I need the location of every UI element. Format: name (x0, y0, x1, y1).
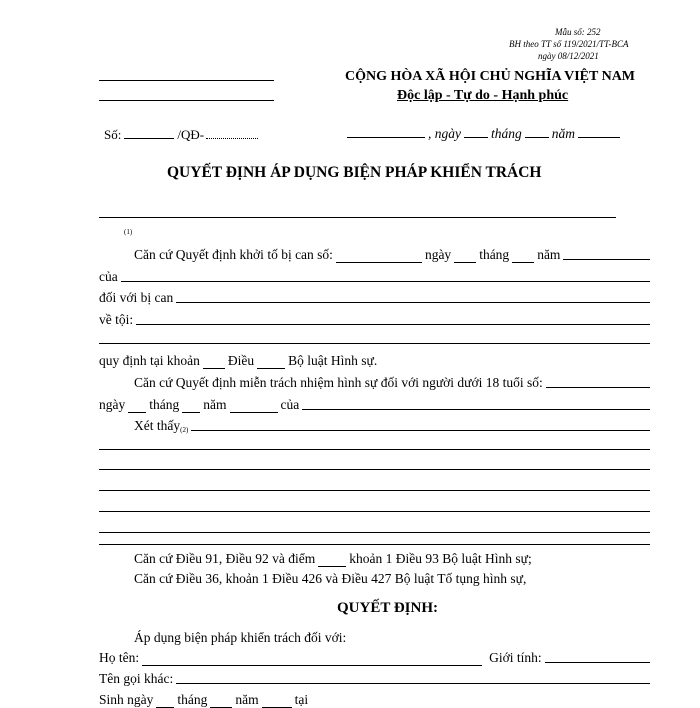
clause-blank[interactable] (203, 368, 225, 369)
cua-row: của (99, 269, 650, 285)
year-blank[interactable] (578, 137, 620, 138)
agency-line-1 (99, 80, 274, 81)
month-blank[interactable] (525, 137, 549, 138)
form-basis: BH theo TT số 119/2021/TT-BCA (509, 39, 629, 49)
reference-number: Số: /QĐ- (104, 127, 260, 143)
other-name-row: Tên gọi khác: (99, 671, 650, 687)
cua-blank[interactable] (121, 281, 650, 282)
findings-line-3[interactable] (99, 469, 650, 470)
findings-line-2[interactable] (99, 449, 650, 450)
prosecution-number-blank[interactable] (336, 262, 422, 263)
article-blank[interactable] (257, 368, 285, 369)
place-blank[interactable] (347, 137, 425, 138)
issue-date: , ngày tháng năm (347, 126, 623, 142)
title-underline-field[interactable] (99, 217, 616, 218)
basis-procedure-code: Căn cứ Điều 36, khoản 1 Điều 426 và Điều 427 Bộ luật Tố tụng hình sự, (134, 571, 527, 586)
basis-exemption-row: Căn cứ Quyết định miễn trách nhiệm hình sự đối với người dưới 18 tuổi số: (134, 375, 650, 391)
crime-row: về tội: (99, 312, 650, 328)
decision-heading: QUYẾT ĐỊNH: (337, 600, 438, 616)
exemption-day-blank[interactable] (128, 412, 146, 413)
exemption-issuer-blank[interactable] (302, 409, 650, 410)
full-name-row: Họ tên: Giới tính: (99, 650, 650, 666)
apply-reprimand: Áp dụng biện pháp khiển trách đối với: (134, 630, 347, 645)
prosecution-day-blank[interactable] (454, 262, 476, 263)
document-title: QUYẾT ĐỊNH ÁP DỤNG BIỆN PHÁP KHIỂN TRÁCH (167, 164, 542, 181)
basis-prosecution-row: Căn cứ Quyết định khởi tố bị can số: ngày tháng năm (134, 247, 650, 263)
findings-line-6[interactable] (99, 532, 650, 533)
birth-row: Sinh ngày tháng năm tại (99, 692, 309, 707)
findings-row: Xét thấy $_{(2)}$ (134, 418, 650, 434)
full-name-blank[interactable] (142, 665, 482, 666)
national-motto: Độc lập - Tự do - Hạnh phúc (397, 88, 569, 103)
form-date: ngày 08/12/2021 (538, 51, 599, 61)
other-name-blank[interactable] (176, 683, 650, 684)
basis-penal-code-row: Căn cứ Điều 91, Điều 92 và điểm khoản 1 Điều 93 Bộ luật Hình sự; (134, 551, 532, 566)
exemption-date-row: ngày tháng năm của (99, 397, 650, 413)
exemption-year-blank[interactable] (230, 412, 278, 413)
so-blank[interactable] (124, 138, 174, 139)
gender-blank[interactable] (545, 662, 650, 663)
crime-line-2[interactable] (99, 343, 650, 344)
note-1: (1) (124, 228, 133, 236)
form-number: Mẫu số: 252 (555, 27, 601, 37)
findings-line-7[interactable] (99, 544, 650, 545)
agency-line-2 (99, 100, 274, 101)
findings-line-4[interactable] (99, 490, 650, 491)
day-blank[interactable] (464, 137, 488, 138)
accused-row: đối với bị can (99, 290, 650, 306)
findings-line-5[interactable] (99, 511, 650, 512)
prosecution-month-blank[interactable] (512, 262, 534, 263)
findings-blank[interactable] (191, 430, 650, 431)
national-header: CỘNG HÒA XÃ HỘI CHỦ NGHĨA VIỆT NAM (345, 69, 636, 84)
qd-blank[interactable] (206, 138, 258, 139)
accused-blank[interactable] (176, 302, 650, 303)
prosecution-year-blank[interactable] (563, 259, 650, 260)
exemption-number-blank[interactable] (546, 387, 650, 388)
exemption-month-blank[interactable] (182, 412, 200, 413)
crime-blank[interactable] (136, 324, 650, 325)
legal-provision-row: quy định tại khoản Điều Bộ luật Hình sự. (99, 353, 378, 368)
point-blank[interactable] (318, 566, 346, 567)
